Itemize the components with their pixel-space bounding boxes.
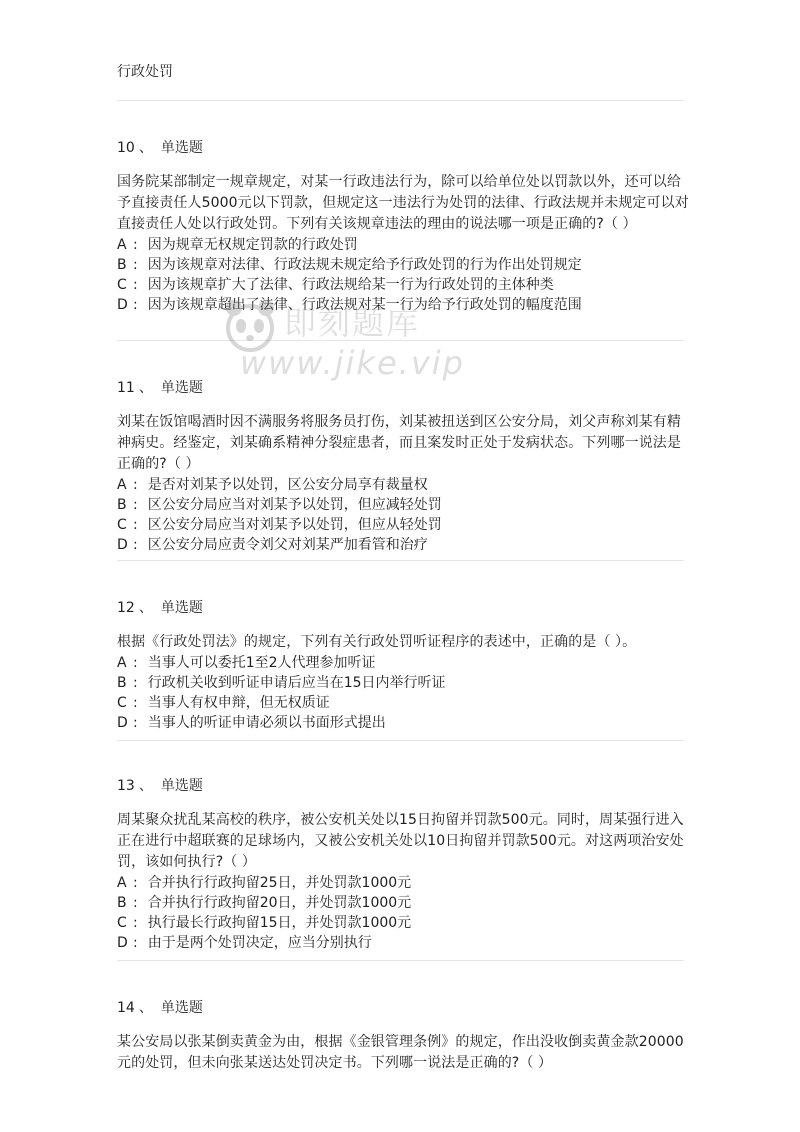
option-a: A : 因为规章无权规定罚款的行政处罚 xyxy=(117,237,358,253)
option-text: 当事人有权申辩，但无权质证 xyxy=(147,695,330,711)
question-header xyxy=(117,598,689,618)
question-number: 12 xyxy=(117,600,135,616)
option-b: B : 区公安分局应当对刘某予以处罚，但应减轻处罚 xyxy=(117,497,442,513)
option-d: D : 由于是两个处罚决定，应当分别执行 xyxy=(117,935,372,951)
option-text: 由于是两个处罚决定，应当分别执行 xyxy=(147,935,372,951)
option-c: C : 因为该规章扩大了法律、行政法规给某一行为行政处罚的主体种类 xyxy=(117,277,554,293)
question-11 xyxy=(117,378,689,555)
option-text: 因为该规章超出了法律、行政法规对某一行为给予行政处罚的幅度范围 xyxy=(147,297,582,313)
question-header xyxy=(117,998,689,1018)
option-text: 合并执行行政拘留25日，并处罚款1000元 xyxy=(147,875,412,891)
question-type: 单选题 xyxy=(160,140,203,156)
option-d: D : 当事人的听证申请必须以书面形式提出 xyxy=(117,715,386,731)
option-c: C : 区公安分局应当对刘某予以处罚，但应从轻处罚 xyxy=(117,517,442,533)
question-number: 10 xyxy=(117,140,135,156)
option-b: B : 行政机关收到听证申请后应当在15日内举行听证 xyxy=(117,675,446,691)
question-number: 13 xyxy=(117,778,135,794)
watermark-url: www.jike.vip xyxy=(240,344,465,382)
divider xyxy=(117,740,684,741)
question-stem: 国务院某部制定一规章规定，对某一行政违法行为，除可以给单位处以罚款以外，还可以给予直接责任人5000元以下罚款，但规定这一违法行为处罚的法律、行政法规并未规定可以对直接责任人处以行政处罚。下列有关该规章违法的理由的说法哪一项是正确的?（ ） xyxy=(117,174,689,232)
question-14 xyxy=(117,998,689,1074)
question-type: 单选题 xyxy=(160,600,203,616)
option-a: A : 当事人可以委托1至2人代理参加听证 xyxy=(117,655,376,671)
question-separator: 、 xyxy=(138,600,153,616)
question-header xyxy=(117,776,689,796)
option-text: 因为该规章扩大了法律、行政法规给某一行为行政处罚的主体种类 xyxy=(147,277,554,293)
question-stem: 刘某在饭馆喝酒时因不满服务将服务员打伤，刘某被扭送到区公安分局，刘父声称刘某有精神病史。经鉴定，刘某确系精神分裂症患者，而且案发时正处于发病状态。下列哪一说法是正确的?（ ） xyxy=(117,414,681,472)
previous-answer-text: 行政处罚 xyxy=(117,64,173,80)
question-number: 14 xyxy=(117,1000,135,1016)
option-text: 执行最长行政拘留15日，并处罚款1000元 xyxy=(147,915,412,931)
option-c: C : 执行最长行政拘留15日，并处罚款1000元 xyxy=(117,915,412,931)
question-header xyxy=(117,138,689,158)
question-type: 单选题 xyxy=(160,380,203,396)
option-text: 当事人可以委托1至2人代理参加听证 xyxy=(147,655,376,671)
option-text: 合并执行行政拘留20日，并处罚款1000元 xyxy=(147,895,412,911)
question-type: 单选题 xyxy=(160,778,203,794)
question-stem: 某公安局以张某倒卖黄金为由，根据《金银管理条例》的规定，作出没收倒卖黄金款20000元的处罚，但未向张某送达处罚决定书。下列哪一说法是正确的?（ ） xyxy=(117,1034,684,1071)
question-10 xyxy=(117,138,689,315)
divider xyxy=(117,960,684,961)
question-separator: 、 xyxy=(138,1000,153,1016)
question-separator: 、 xyxy=(138,778,153,794)
option-b: B : 合并执行行政拘留20日，并处罚款1000元 xyxy=(117,895,412,911)
option-d: D : 因为该规章超出了法律、行政法规对某一行为给予行政处罚的幅度范围 xyxy=(117,297,582,313)
question-separator: 、 xyxy=(138,380,153,396)
question-13 xyxy=(117,776,689,953)
question-stem: 周某聚众扰乱某高校的秩序，被公安机关处以15日拘留并罚款500元。同时，周某强行进入正在进行中超联赛的足球场内，又被公安机关处以10日拘留并罚款500元。对这两项治安处罚，该如何执行?（ ） xyxy=(117,812,684,870)
option-text: 区公安分局应当对刘某予以处罚，但应减轻处罚 xyxy=(147,497,442,513)
option-b: B : 因为该规章对法律、行政法规未规定给予行政处罚的行为作出处罚规定 xyxy=(117,257,582,273)
question-stem: 根据《行政处罚法》的规定，下列有关行政处罚听证程序的表述中，正确的是（ ）。 xyxy=(117,634,637,650)
divider xyxy=(117,340,684,341)
question-type: 单选题 xyxy=(160,1000,203,1016)
option-text: 区公安分局应责令刘父对刘某严加看管和治疗 xyxy=(147,537,428,553)
option-text: 是否对刘某予以处罚，区公安分局享有裁量权 xyxy=(147,477,428,493)
option-a: A : 是否对刘某予以处罚，区公安分局享有裁量权 xyxy=(117,477,428,493)
option-text: 行政机关收到听证申请后应当在15日内举行听证 xyxy=(147,675,446,691)
divider xyxy=(117,560,684,561)
question-separator: 、 xyxy=(138,140,153,156)
option-text: 区公安分局应当对刘某予以处罚，但应从轻处罚 xyxy=(147,517,442,533)
option-text: 因为该规章对法律、行政法规未规定给予行政处罚的行为作出处罚规定 xyxy=(147,257,582,273)
watermark-brand: 即刻题库 xyxy=(284,304,421,342)
option-c: C : 当事人有权申辩，但无权质证 xyxy=(117,695,330,711)
option-d: D : 区公安分局应责令刘父对刘某严加看管和治疗 xyxy=(117,537,428,553)
question-number: 11 xyxy=(117,380,135,396)
option-text: 因为规章无权规定罚款的行政处罚 xyxy=(147,237,358,253)
option-a: A : 合并执行行政拘留25日，并处罚款1000元 xyxy=(117,875,412,891)
question-12 xyxy=(117,598,689,733)
option-text: 当事人的听证申请必须以书面形式提出 xyxy=(147,715,386,731)
divider xyxy=(117,100,684,101)
question-header xyxy=(117,378,689,398)
